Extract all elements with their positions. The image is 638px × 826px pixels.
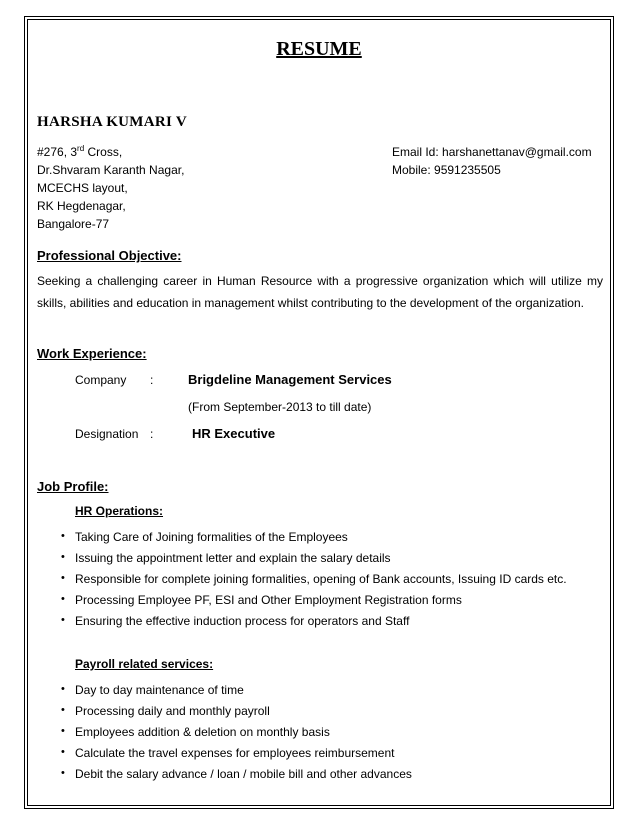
bullet-icon: •	[61, 725, 65, 737]
employment-duration: (From September-2013 to till date)	[188, 400, 372, 414]
document-title: RESUME	[276, 38, 362, 60]
address-line-4: RK Hegdenagar,	[37, 199, 126, 213]
bullet-icon: •	[61, 593, 65, 605]
company-value: Brigdeline Management Services	[188, 372, 392, 387]
bullet-icon: •	[61, 572, 65, 584]
address-line-1: #276, 3rd Cross,	[37, 144, 123, 159]
email-text: Email Id: harshanettanav@gmail.com	[392, 145, 592, 159]
objective-text: Seeking a challenging career in Human Resource with a progressive organization which will utilize my skills, abilities and education in management whilst contributing to the development of the organization.	[37, 274, 603, 310]
mobile-text: Mobile: 9591235505	[392, 163, 501, 177]
bullet-icon: •	[61, 704, 65, 716]
bullet-icon: •	[61, 746, 65, 758]
address-line-2: Dr.Shvaram Karanth Nagar,	[37, 163, 185, 177]
work-experience-heading: Work Experience:	[37, 346, 147, 361]
bullet-icon: •	[61, 683, 65, 695]
address-line-3: MCECHS layout,	[37, 181, 128, 195]
company-label: Company	[75, 373, 127, 387]
designation-label: Designation	[75, 427, 139, 441]
objective-heading: Professional Objective:	[37, 248, 182, 263]
address-line-5: Bangalore-77	[37, 217, 110, 231]
designation-value: HR Executive	[192, 426, 276, 441]
hr-operations-heading: HR Operations:	[75, 504, 164, 518]
bullet-icon: •	[61, 767, 65, 779]
designation-colon: :	[150, 427, 154, 441]
candidate-name: HARSHA KUMARI V	[37, 114, 188, 130]
payroll-services-heading: Payroll related services:	[75, 657, 214, 671]
company-colon: :	[150, 373, 154, 387]
job-profile-heading: Job Profile:	[37, 479, 109, 494]
bullet-icon: •	[61, 614, 65, 626]
bullet-icon: •	[61, 551, 65, 563]
bullet-icon: •	[61, 530, 65, 542]
